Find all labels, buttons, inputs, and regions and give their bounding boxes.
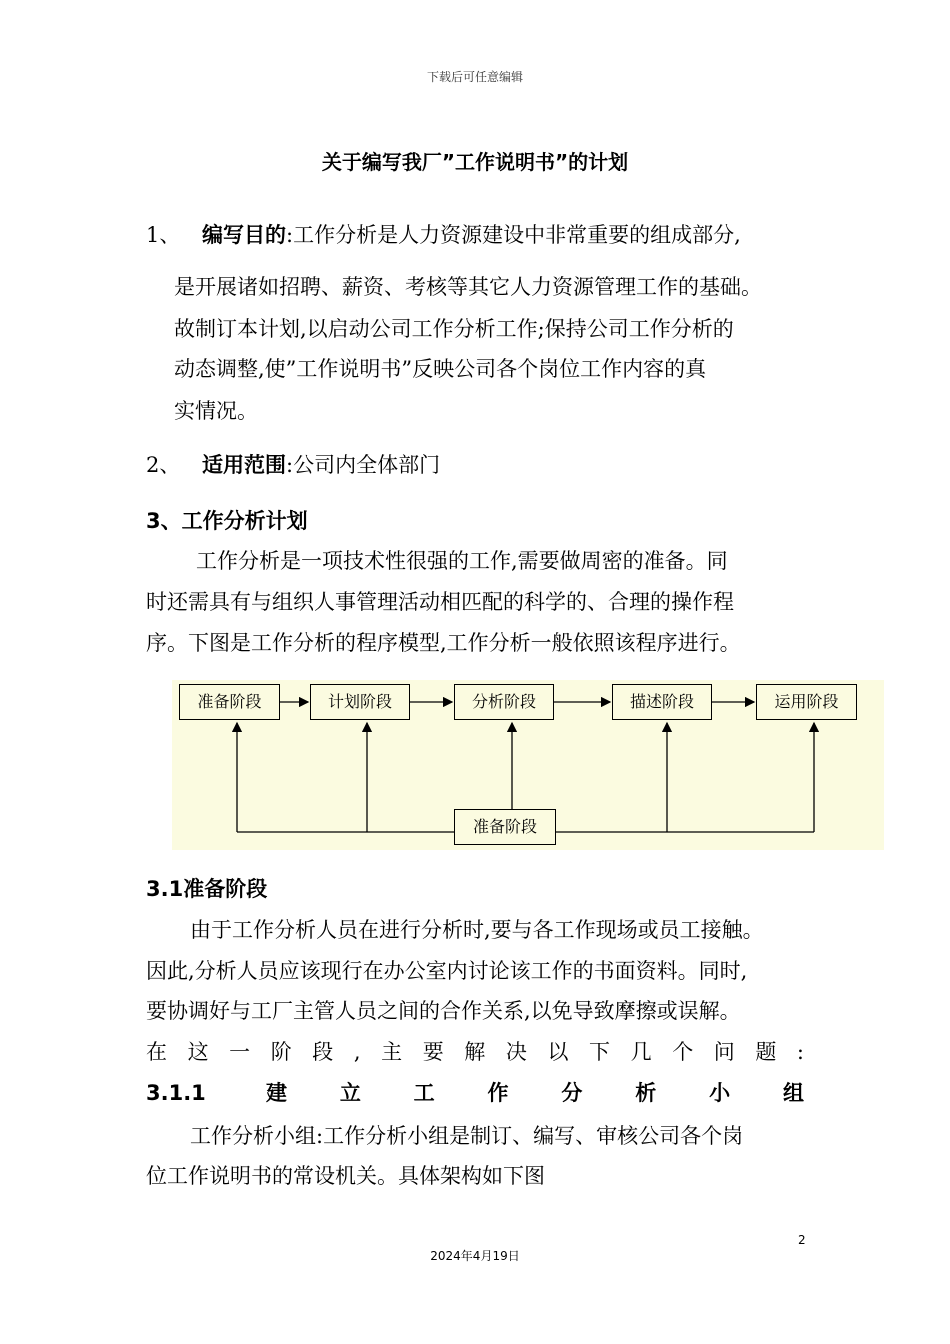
section-2-text: :公司内全体部门: [286, 453, 441, 477]
section-3-1-line-4: 在这一阶段,主要解决以下几个问题:: [146, 1040, 804, 1064]
section-3-1-1-line-2: 位工作说明书的常设机关。具体架构如下图: [146, 1164, 545, 1188]
page-number: 2: [798, 1233, 806, 1247]
stage-box-2: 计划阶段: [310, 684, 410, 720]
section-3-line-1: 工作分析是一项技术性很强的工作,需要做周密的准备。同: [196, 549, 728, 573]
section-2-heading: 适用范围: [202, 453, 286, 477]
section-3-1-1-line-1: 工作分析小组:工作分析小组是制订、编写、审核公司各个岗: [190, 1124, 744, 1148]
bottom-stage-box: 准备阶段: [454, 809, 556, 845]
section-3-line-3: 序。下图是工作分析的程序模型,工作分析一般依照该程序进行。: [146, 631, 741, 655]
section-2-line: [202, 449, 440, 479]
section-3-heading: 3、工作分析计划: [146, 509, 308, 533]
section-1-line-5: 实情况。: [174, 399, 258, 423]
section-3-1-1-heading: 3.1.1 建立工作分析小组: [146, 1081, 804, 1105]
section-1-line-2: 是开展诸如招聘、薪资、考核等其它人力资源管理工作的基础。: [174, 275, 762, 299]
section-3-1-line-1: 由于工作分析人员在进行分析时,要与各工作现场或员工接触。: [190, 918, 764, 942]
section-2-number: 2、: [146, 453, 181, 477]
section-1-line-4: 动态调整,使”工作说明书”反映公司各个岗位工作内容的真: [174, 357, 707, 381]
section-3-1-heading: 3.1准备阶段: [146, 877, 268, 901]
stage-box-1: 准备阶段: [179, 684, 280, 720]
stage-box-3: 分析阶段: [454, 684, 554, 720]
section-1-heading: 编写目的: [202, 223, 286, 247]
process-model-diagram: [172, 680, 884, 850]
section-1-intro: :工作分析是人力资源建设中非常重要的组成部分,: [286, 223, 741, 247]
section-3-line-2: 时还需具有与组织人事管理活动相匹配的科学的、合理的操作程: [146, 590, 734, 614]
section-1-line-1: [202, 219, 741, 249]
page-header-note: 下载后可任意编辑: [426, 70, 523, 84]
section-3-1-line-2: 因此,分析人员应该现行在办公室内讨论该工作的书面资料。同时,: [146, 959, 748, 983]
section-1-number: 1、: [146, 223, 181, 247]
document-title: 关于编写我厂”工作说明书”的计划: [321, 150, 629, 174]
section-1-line-3: 故制订本计划,以启动公司工作分析工作;保持公司工作分析的: [174, 317, 734, 341]
section-3-1-line-3: 要协调好与工厂主管人员之间的合作关系,以免导致摩擦或误解。: [146, 999, 741, 1023]
stage-box-4: 描述阶段: [612, 684, 712, 720]
footer-date: 2024年4月19日: [430, 1249, 520, 1263]
stage-box-5: 运用阶段: [756, 684, 857, 720]
